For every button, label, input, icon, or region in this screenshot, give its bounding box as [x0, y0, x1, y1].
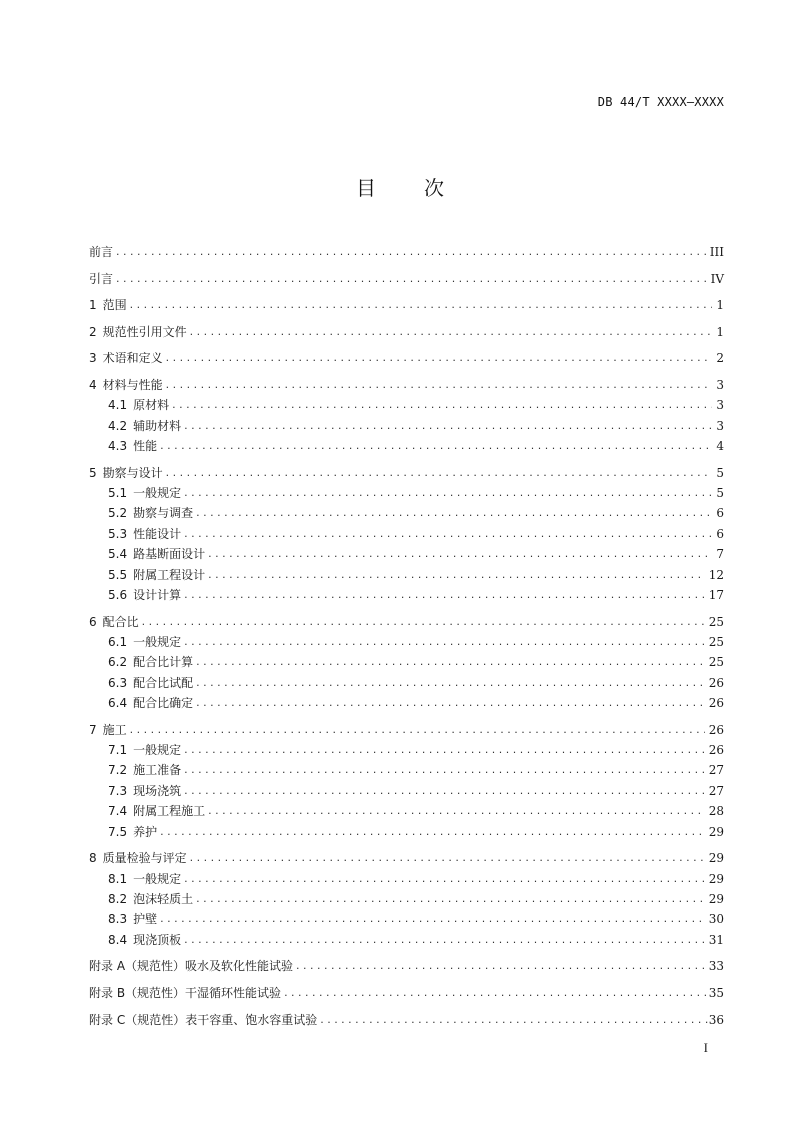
dot-leader [196, 889, 705, 909]
toc-entry-page: 35 [708, 985, 724, 1000]
dot-leader [184, 524, 712, 544]
toc-entry-page: 26 [708, 696, 724, 711]
dot-leader [196, 652, 705, 672]
toc-entry-label: 附录 B（规范性）干湿循环性能试验 [89, 985, 282, 1000]
dot-leader [320, 1010, 708, 1030]
toc-entry-number: 6.3 [108, 675, 128, 690]
toc-entry-5-3[interactable] [89, 524, 724, 544]
toc-entry-number: 5.6 [108, 587, 128, 602]
toc-entry-5-5[interactable] [89, 565, 724, 585]
dot-leader [160, 822, 705, 842]
toc-entry-page: 4 [716, 439, 724, 454]
toc-entry-page: 25 [708, 655, 724, 670]
toc-entry-label: 辅助材料 [133, 418, 182, 433]
toc-entry-7-1[interactable] [89, 740, 724, 760]
toc-entry-page: 26 [708, 743, 724, 758]
toc-entry-label: 现场浇筑 [133, 783, 182, 798]
toc-entry-number: 5 [89, 465, 97, 480]
toc-entry-5-6[interactable] [89, 585, 724, 605]
dot-leader [130, 720, 705, 740]
toc-entry-label: 配合比确定 [133, 696, 194, 711]
toc-entry-label: 施工 [102, 722, 127, 737]
document-code: DB 44/T XXXX—XXXX [597, 95, 724, 109]
toc-entry-page: 31 [708, 932, 724, 947]
dot-leader [208, 544, 712, 564]
toc-entry-label: 质量检验与评定 [102, 851, 187, 866]
toc-entry-page: 29 [708, 851, 724, 866]
toc-entry-page: 3 [716, 398, 724, 413]
dot-leader [184, 740, 705, 760]
toc-entry-number: 7.4 [108, 804, 128, 819]
page-title-char-2: 次 [424, 176, 444, 200]
toc-entry-number: 8.3 [108, 912, 128, 927]
dot-leader [172, 395, 712, 415]
toc-entry-number: 1 [89, 298, 97, 313]
toc-entry-page: 5 [716, 486, 724, 501]
dot-leader [160, 909, 705, 929]
toc-entry-number: 2 [89, 324, 97, 339]
toc-entry-page: 26 [708, 722, 724, 737]
toc-entry-4-3[interactable] [89, 436, 724, 456]
toc-entry-appendix-a[interactable] [89, 956, 724, 976]
toc-entry-label: 路基断面设计 [133, 547, 206, 562]
dot-leader [190, 848, 705, 868]
toc-entry-number: 7.1 [108, 743, 128, 758]
toc-entry-number: 4 [89, 377, 97, 392]
toc-entry-3[interactable] [89, 348, 724, 368]
dot-leader [196, 693, 705, 713]
dot-leader [116, 242, 706, 262]
toc-entry-8-3[interactable] [89, 909, 724, 929]
toc-entry-6-4[interactable] [89, 693, 724, 713]
toc-entry-5-2[interactable] [89, 503, 724, 523]
toc-entry-label: 配合比试配 [133, 675, 194, 690]
toc-entry-page: 5 [716, 465, 724, 480]
toc-entry-7-3[interactable] [89, 781, 724, 801]
toc-entry-introduction[interactable] [89, 269, 724, 289]
toc-entry-label: 材料与性能 [102, 377, 163, 392]
toc-entry-number: 7.3 [108, 783, 128, 798]
dot-leader [184, 930, 705, 950]
toc-entry-label: 一般规定 [133, 871, 182, 886]
toc-entry-7-4[interactable] [89, 801, 724, 821]
toc-entry-page: 29 [708, 892, 724, 907]
toc-entry-8-1[interactable] [89, 869, 724, 889]
toc-entry-number: 7.2 [108, 763, 128, 778]
toc-entry-page: 12 [708, 567, 724, 582]
toc-entry-label: 附属工程施工 [133, 804, 206, 819]
toc-entry-5-1[interactable] [89, 483, 724, 503]
toc-entry-label: 一般规定 [133, 634, 182, 649]
toc-entry-label: 附录 A（规范性）吸水及软化性能试验 [89, 959, 294, 974]
toc-entry-label: 护壁 [133, 912, 158, 927]
toc-entry-4-2[interactable] [89, 416, 724, 436]
toc-entry-number: 5.1 [108, 486, 128, 501]
toc-entry-6-3[interactable] [89, 673, 724, 693]
toc-entry-label: 设计计算 [133, 587, 182, 602]
dot-leader [184, 483, 712, 503]
toc-entry-appendix-c[interactable] [89, 1010, 724, 1030]
toc-entry-number: 6.1 [108, 634, 128, 649]
dot-leader [208, 565, 705, 585]
toc-entry-page: 30 [708, 912, 724, 927]
toc-entry-label: 原材料 [133, 398, 170, 413]
toc-entry-page: 7 [716, 547, 724, 562]
toc-entry-label: 勘察与调查 [133, 506, 194, 521]
dot-leader [142, 612, 705, 632]
toc-entry-label: 配合比计算 [133, 655, 194, 670]
toc-entry-8-4[interactable] [89, 930, 724, 950]
toc-entry-page: 6 [716, 526, 724, 541]
toc-entry-label: 勘察与设计 [102, 465, 163, 480]
page-number: I [703, 1040, 708, 1055]
toc-entry-number: 8.1 [108, 871, 128, 886]
toc-entry-label: 性能设计 [133, 526, 182, 541]
toc-entry-page: 29 [708, 871, 724, 886]
toc-entry-number: 7.5 [108, 824, 128, 839]
toc-entry-4-1[interactable] [89, 395, 724, 415]
toc-entry-number: 5.4 [108, 547, 128, 562]
toc-entry-page: 25 [708, 614, 724, 629]
toc-entry-4[interactable] [89, 375, 724, 395]
toc-entry-page: 27 [708, 783, 724, 798]
toc-entry-label: 配合比 [102, 614, 139, 629]
dot-leader [130, 295, 713, 315]
dot-leader [296, 956, 708, 976]
toc-entry-page: 6 [716, 506, 724, 521]
page-title-char-1: 目 [356, 176, 376, 200]
toc-entry-page: 1 [716, 298, 724, 313]
toc-entry-number: 4.2 [108, 418, 128, 433]
toc-entry-label: 附录 C（规范性）表干容重、饱水容重试验 [89, 1012, 318, 1027]
dot-leader [184, 585, 705, 605]
toc-entry-label: 一般规定 [133, 486, 182, 501]
toc-entry-2[interactable] [89, 322, 724, 342]
toc-entry-number: 5.5 [108, 567, 128, 582]
toc-entry-page: 17 [708, 587, 724, 602]
toc-entry-page: 2 [716, 351, 724, 366]
toc-entry-label: 引言 [89, 271, 114, 286]
toc-entry-number: 6.2 [108, 655, 128, 670]
toc-entry-label: 术语和定义 [102, 351, 163, 366]
dot-leader [160, 436, 712, 456]
toc-entry-number: 7 [89, 722, 97, 737]
toc-entry-number: 3 [89, 351, 97, 366]
dot-leader [184, 416, 712, 436]
dot-leader [166, 463, 713, 483]
dot-leader [184, 781, 705, 801]
toc-entry-number: 4.1 [108, 398, 128, 413]
dot-leader [196, 503, 712, 523]
toc-entry-number: 8.4 [108, 932, 128, 947]
toc-entry-5-4[interactable] [89, 544, 724, 564]
toc-entry-page: 25 [708, 634, 724, 649]
toc-entry-label: 现浇顶板 [133, 932, 182, 947]
toc-entry-label: 一般规定 [133, 743, 182, 758]
toc-entry-page: IV [710, 271, 724, 286]
toc-entry-label: 附属工程设计 [133, 567, 206, 582]
dot-leader [116, 269, 707, 289]
toc-entry-5[interactable] [89, 463, 724, 483]
toc-entry-page: 26 [708, 675, 724, 690]
toc-entry-7-2[interactable] [89, 760, 724, 780]
toc-entry-page: III [709, 245, 724, 259]
toc-entry-6-1[interactable] [89, 632, 724, 652]
toc-entry-page: 28 [708, 804, 724, 819]
toc-entry-number: 5.3 [108, 526, 128, 541]
dot-leader [184, 869, 705, 889]
toc-entry-number: 6 [89, 614, 97, 629]
toc-entry-label: 前言 [89, 245, 114, 259]
toc-entry-label: 施工准备 [133, 763, 182, 778]
toc-entry-number: 6.4 [108, 696, 128, 711]
toc-entry-page: 27 [708, 763, 724, 778]
toc-entry-6[interactable] [89, 612, 724, 632]
dot-leader [166, 348, 713, 368]
toc-entry-page: 33 [708, 959, 724, 974]
toc-entry-label: 泡沫轻质土 [133, 892, 194, 907]
toc-entry-page: 1 [716, 324, 724, 339]
dot-leader [184, 760, 705, 780]
toc-entry-label: 养护 [133, 824, 158, 839]
dot-leader [184, 632, 705, 652]
toc-entry-8-2[interactable] [89, 889, 724, 909]
toc-entry-page: 29 [708, 824, 724, 839]
toc-entry-page: 36 [708, 1012, 724, 1027]
page-title [0, 172, 800, 201]
toc-entry-7-5[interactable] [89, 822, 724, 842]
toc-entry-number: 5.2 [108, 506, 128, 521]
toc-entry-1[interactable] [89, 295, 724, 315]
toc-entry-label: 规范性引用文件 [102, 324, 187, 339]
toc-entry-6-2[interactable] [89, 652, 724, 672]
dot-leader [196, 673, 705, 693]
toc-entry-foreword[interactable] [89, 242, 724, 262]
dot-leader [284, 983, 708, 1003]
toc-entry-page: 3 [716, 418, 724, 433]
toc-entry-8[interactable] [89, 848, 724, 868]
toc-entry-7[interactable] [89, 720, 724, 740]
toc-entry-number: 8.2 [108, 892, 128, 907]
toc-entry-number: 8 [89, 851, 97, 866]
toc-entry-appendix-b[interactable] [89, 983, 724, 1003]
toc-entry-number: 4.3 [108, 439, 128, 454]
toc-entry-page: 3 [716, 377, 724, 392]
table-of-contents [89, 242, 724, 1030]
dot-leader [166, 375, 713, 395]
dot-leader [190, 322, 713, 342]
toc-entry-label: 性能 [133, 439, 158, 454]
dot-leader [208, 801, 705, 821]
toc-entry-label: 范围 [102, 298, 127, 313]
